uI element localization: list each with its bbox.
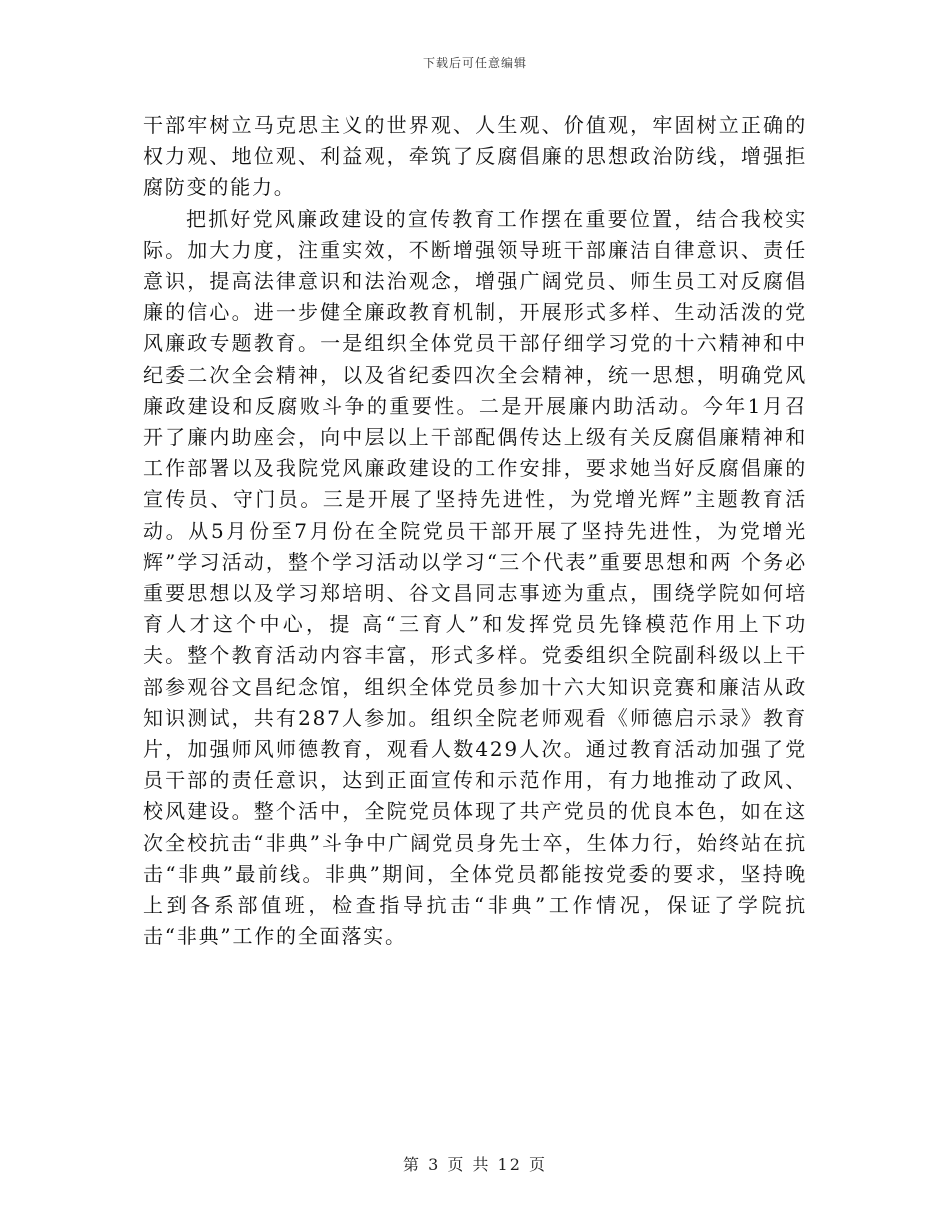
page-header: 下载后可任意编辑 <box>422 56 527 70</box>
paragraph-2: 把抓好党风廉政建设的宣传教育工作摆在重要位置，结合我校实际。加大力度，注重实效，不断增强领导班干部廉洁自律意识、责任意识，提高法律意识和法治观念，增强广阔党员、师生员工对反腐倡廉的信心。进一步健全廉政教育机制，开展形式多样、生动活泼的党风廉政专题教育。一是组织全体党员干部仔细学习党的十六精神和中纪委二次全会精神，以及省纪委四次全会精神，统一思想，明确党风廉政建设和反腐败斗争的重要性。二是开展廉内助活动。今年1月召开了廉内助座会，向中层以上干部配偶传达上级有关反腐倡廉精神和工作部署以及我院党风廉政建设的工作安排，要求她当好反腐倡廉的宣传员、守门员。三是开展了坚持先进性，为党增光辉”主题教育活动。从5月份至7月份在全院党员干部开展了坚持先进性，为党增光辉”学习活动，整个学习活动以学习“三个代表”重要思想和两 个务必重要思想以及学习郑培明、谷文昌同志事迹为重点，围绕学院如何培育人才这个中心，提 高“三育人”和发挥党员先锋模范作用上下功夫。整个教育活动内容丰富，形式多样。党委组织全院副科级以上干部参观谷文昌纪念馆，组织全体党员参加十六大知识竞赛和廉洁从政知识测试，共有287人参加。组织全院老师观看《师德启示录》教育片，加强师风师德教育，观看人数429人次。通过教育活动加强了党员干部的责任意识，达到正面宣传和示范作用，有力地推动了政风、校风建设。整个活中，全院党员体现了共产党员的优良本色，如在这次全校抗击“非典”斗争中广阔党员身先士卒，生体力行，始终站在抗击“非典”最前线。非典”期间，全体党员都能按党委的要求，坚持晚上到各系部值班，检查指导抗击“非典”工作情况，保证了学院抗击“非典”工作的全面落实。 <box>143 206 807 949</box>
page-number: 第 3 页 共 12 页 <box>403 1155 547 1174</box>
paragraph-1: 干部牢树立马克思主义的世界观、人生观、价值观，牢固树立正确的权力观、地位观、利益观，牵筑了反腐倡廉的思想政治防线，增强拒腐防变的能力。 <box>143 113 807 200</box>
document-body <box>143 110 807 952</box>
